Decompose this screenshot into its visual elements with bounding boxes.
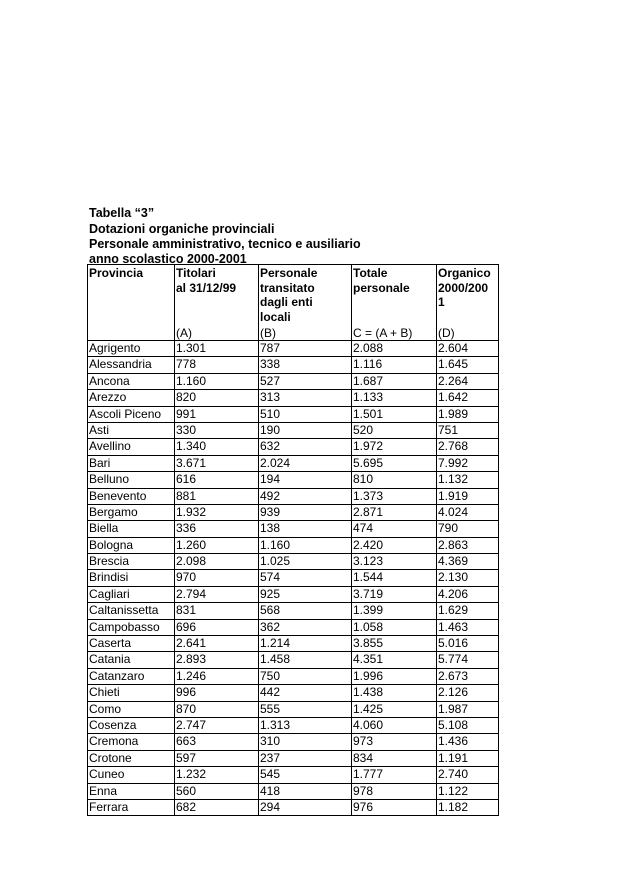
cell-totale-personale: 2.088 bbox=[352, 341, 437, 357]
col-header-organico bbox=[437, 265, 499, 341]
cell-titolari: 597 bbox=[175, 750, 259, 766]
table-row bbox=[88, 586, 499, 602]
cell-organico: 2.863 bbox=[437, 537, 499, 553]
header-title: Organico 2000/200 1 bbox=[438, 266, 491, 309]
cell-totale-personale: 1.777 bbox=[352, 767, 437, 783]
cell-personale-transitato: 510 bbox=[259, 406, 352, 422]
cell-organico: 1.645 bbox=[437, 357, 499, 373]
cell-totale-personale: 1.687 bbox=[352, 373, 437, 389]
cell-totale-personale: 1.133 bbox=[352, 390, 437, 406]
cell-personale-transitato: 294 bbox=[259, 799, 352, 815]
header-column-code: C = (A + B) bbox=[353, 326, 413, 340]
col-header-totale-personale bbox=[352, 265, 437, 341]
cell-provincia: Caserta bbox=[88, 636, 175, 652]
cell-personale-transitato: 1.313 bbox=[259, 717, 352, 733]
cell-totale-personale: 1.373 bbox=[352, 488, 437, 504]
table-row bbox=[88, 521, 499, 537]
table-row bbox=[88, 799, 499, 815]
cell-titolari: 870 bbox=[175, 701, 259, 717]
cell-totale-personale: 973 bbox=[352, 734, 437, 750]
cell-organico: 1.182 bbox=[437, 799, 499, 815]
cell-personale-transitato: 555 bbox=[259, 701, 352, 717]
cell-titolari: 831 bbox=[175, 603, 259, 619]
cell-provincia: Catanzaro bbox=[88, 668, 175, 684]
cell-personale-transitato: 138 bbox=[259, 521, 352, 537]
staffing-table bbox=[87, 264, 499, 816]
table-row bbox=[88, 390, 499, 406]
cell-provincia: Cosenza bbox=[88, 717, 175, 733]
cell-organico: 5.774 bbox=[437, 652, 499, 668]
table-row bbox=[88, 636, 499, 652]
cell-provincia: Cuneo bbox=[88, 767, 175, 783]
cell-personale-transitato: 925 bbox=[259, 586, 352, 602]
cell-titolari: 1.301 bbox=[175, 341, 259, 357]
cell-titolari: 2.893 bbox=[175, 652, 259, 668]
cell-provincia: Brescia bbox=[88, 554, 175, 570]
cell-totale-personale: 5.695 bbox=[352, 455, 437, 471]
table-row bbox=[88, 472, 499, 488]
cell-organico: 4.024 bbox=[437, 504, 499, 520]
cell-totale-personale: 2.871 bbox=[352, 504, 437, 520]
cell-provincia: Caltanissetta bbox=[88, 603, 175, 619]
cell-provincia: Bologna bbox=[88, 537, 175, 553]
table-row bbox=[88, 537, 499, 553]
table-row bbox=[88, 422, 499, 438]
cell-provincia: Cagliari bbox=[88, 586, 175, 602]
cell-titolari: 778 bbox=[175, 357, 259, 373]
cell-totale-personale: 3.855 bbox=[352, 636, 437, 652]
cell-personale-transitato: 750 bbox=[259, 668, 352, 684]
cell-organico: 5.016 bbox=[437, 636, 499, 652]
table-school-year: anno scolastico 2000-2001 bbox=[89, 251, 247, 266]
cell-totale-personale: 976 bbox=[352, 799, 437, 815]
cell-organico: 1.132 bbox=[437, 472, 499, 488]
cell-provincia: Chieti bbox=[88, 685, 175, 701]
cell-provincia: Belluno bbox=[88, 472, 175, 488]
cell-totale-personale: 1.501 bbox=[352, 406, 437, 422]
cell-titolari: 1.932 bbox=[175, 504, 259, 520]
cell-totale-personale: 1.399 bbox=[352, 603, 437, 619]
cell-personale-transitato: 418 bbox=[259, 783, 352, 799]
table-row bbox=[88, 488, 499, 504]
header-title: Titolari al 31/12/99 bbox=[176, 266, 237, 295]
table-body bbox=[88, 341, 499, 816]
cell-personale-transitato: 310 bbox=[259, 734, 352, 750]
cell-totale-personale: 4.351 bbox=[352, 652, 437, 668]
cell-provincia: Agrigento bbox=[88, 341, 175, 357]
cell-organico: 1.989 bbox=[437, 406, 499, 422]
cell-totale-personale: 1.544 bbox=[352, 570, 437, 586]
cell-totale-personale: 520 bbox=[352, 422, 437, 438]
cell-personale-transitato: 545 bbox=[259, 767, 352, 783]
cell-provincia: Alessandria bbox=[88, 357, 175, 373]
cell-titolari: 820 bbox=[175, 390, 259, 406]
table-title: Dotazioni organiche provinciali bbox=[89, 221, 275, 236]
table-row bbox=[88, 734, 499, 750]
cell-organico: 1.436 bbox=[437, 734, 499, 750]
cell-personale-transitato: 237 bbox=[259, 750, 352, 766]
header-column-code: (B) bbox=[260, 326, 276, 340]
table-row bbox=[88, 685, 499, 701]
cell-personale-transitato: 1.214 bbox=[259, 636, 352, 652]
cell-personale-transitato: 2.024 bbox=[259, 455, 352, 471]
cell-titolari: 1.340 bbox=[175, 439, 259, 455]
cell-provincia: Catania bbox=[88, 652, 175, 668]
cell-provincia: Avellino bbox=[88, 439, 175, 455]
table-label: Tabella “3” bbox=[89, 206, 155, 220]
cell-provincia: Enna bbox=[88, 783, 175, 799]
cell-provincia: Asti bbox=[88, 422, 175, 438]
cell-organico: 751 bbox=[437, 422, 499, 438]
col-header-personale-transitato bbox=[259, 265, 352, 341]
table-row bbox=[88, 439, 499, 455]
cell-organico: 2.673 bbox=[437, 668, 499, 684]
cell-personale-transitato: 362 bbox=[259, 619, 352, 635]
cell-provincia: Como bbox=[88, 701, 175, 717]
cell-provincia: Arezzo bbox=[88, 390, 175, 406]
cell-titolari: 2.641 bbox=[175, 636, 259, 652]
cell-titolari: 881 bbox=[175, 488, 259, 504]
table-row bbox=[88, 341, 499, 357]
cell-personale-transitato: 574 bbox=[259, 570, 352, 586]
cell-totale-personale: 3.123 bbox=[352, 554, 437, 570]
cell-organico: 2.264 bbox=[437, 373, 499, 389]
cell-organico: 2.126 bbox=[437, 685, 499, 701]
cell-organico: 4.206 bbox=[437, 586, 499, 602]
cell-titolari: 682 bbox=[175, 799, 259, 815]
cell-personale-transitato: 313 bbox=[259, 390, 352, 406]
table-row bbox=[88, 652, 499, 668]
header-column-code: (A) bbox=[176, 326, 192, 340]
cell-titolari: 991 bbox=[175, 406, 259, 422]
header-title: Personale transitato dagli enti locali bbox=[260, 266, 318, 324]
cell-personale-transitato: 939 bbox=[259, 504, 352, 520]
cell-provincia: Cremona bbox=[88, 734, 175, 750]
cell-provincia: Ascoli Piceno bbox=[88, 406, 175, 422]
cell-organico: 2.604 bbox=[437, 341, 499, 357]
cell-organico: 2.740 bbox=[437, 767, 499, 783]
table-row bbox=[88, 504, 499, 520]
cell-provincia: Bari bbox=[88, 455, 175, 471]
cell-organico: 1.919 bbox=[437, 488, 499, 504]
cell-organico: 1.122 bbox=[437, 783, 499, 799]
col-header-titolari bbox=[175, 265, 259, 341]
table-row bbox=[88, 717, 499, 733]
col-header-provincia bbox=[88, 265, 175, 341]
cell-provincia: Benevento bbox=[88, 488, 175, 504]
header-column-code: (D) bbox=[438, 326, 455, 340]
table-row bbox=[88, 767, 499, 783]
cell-personale-transitato: 194 bbox=[259, 472, 352, 488]
cell-provincia: Campobasso bbox=[88, 619, 175, 635]
cell-provincia: Brindisi bbox=[88, 570, 175, 586]
table-row bbox=[88, 750, 499, 766]
cell-titolari: 616 bbox=[175, 472, 259, 488]
cell-personale-transitato: 568 bbox=[259, 603, 352, 619]
cell-provincia: Biella bbox=[88, 521, 175, 537]
cell-titolari: 560 bbox=[175, 783, 259, 799]
table-subtitle: Personale amministrativo, tecnico e ausiliario bbox=[89, 237, 361, 251]
cell-provincia: Crotone bbox=[88, 750, 175, 766]
cell-titolari: 1.160 bbox=[175, 373, 259, 389]
cell-totale-personale: 1.438 bbox=[352, 685, 437, 701]
cell-organico: 1.987 bbox=[437, 701, 499, 717]
table-row bbox=[88, 554, 499, 570]
cell-titolari: 1.246 bbox=[175, 668, 259, 684]
cell-titolari: 663 bbox=[175, 734, 259, 750]
cell-titolari: 696 bbox=[175, 619, 259, 635]
cell-personale-transitato: 787 bbox=[259, 341, 352, 357]
table-row bbox=[88, 783, 499, 799]
cell-personale-transitato: 527 bbox=[259, 373, 352, 389]
cell-totale-personale: 474 bbox=[352, 521, 437, 537]
cell-organico: 5.108 bbox=[437, 717, 499, 733]
cell-titolari: 336 bbox=[175, 521, 259, 537]
cell-personale-transitato: 1.025 bbox=[259, 554, 352, 570]
cell-personale-transitato: 492 bbox=[259, 488, 352, 504]
cell-personale-transitato: 1.160 bbox=[259, 537, 352, 553]
cell-totale-personale: 834 bbox=[352, 750, 437, 766]
cell-personale-transitato: 1.458 bbox=[259, 652, 352, 668]
table-row bbox=[88, 619, 499, 635]
cell-totale-personale: 1.058 bbox=[352, 619, 437, 635]
cell-totale-personale: 978 bbox=[352, 783, 437, 799]
cell-personale-transitato: 632 bbox=[259, 439, 352, 455]
cell-totale-personale: 1.996 bbox=[352, 668, 437, 684]
cell-organico: 790 bbox=[437, 521, 499, 537]
cell-organico: 1.191 bbox=[437, 750, 499, 766]
cell-totale-personale: 4.060 bbox=[352, 717, 437, 733]
cell-organico: 2.768 bbox=[437, 439, 499, 455]
table-row bbox=[88, 455, 499, 471]
header-title: Totale personale bbox=[353, 266, 410, 295]
cell-provincia: Bergamo bbox=[88, 504, 175, 520]
cell-provincia: Ancona bbox=[88, 373, 175, 389]
cell-organico: 4.369 bbox=[437, 554, 499, 570]
table-row bbox=[88, 406, 499, 422]
cell-titolari: 3.671 bbox=[175, 455, 259, 471]
cell-totale-personale: 3.719 bbox=[352, 586, 437, 602]
cell-totale-personale: 810 bbox=[352, 472, 437, 488]
table-caption bbox=[89, 206, 509, 265]
table-row bbox=[88, 668, 499, 684]
cell-organico: 7.992 bbox=[437, 455, 499, 471]
cell-titolari: 2.794 bbox=[175, 586, 259, 602]
cell-personale-transitato: 442 bbox=[259, 685, 352, 701]
table-row bbox=[88, 357, 499, 373]
cell-totale-personale: 2.420 bbox=[352, 537, 437, 553]
cell-titolari: 1.260 bbox=[175, 537, 259, 553]
cell-totale-personale: 1.425 bbox=[352, 701, 437, 717]
cell-totale-personale: 1.116 bbox=[352, 357, 437, 373]
header-title: Provincia bbox=[89, 266, 144, 280]
cell-titolari: 2.098 bbox=[175, 554, 259, 570]
cell-totale-personale: 1.972 bbox=[352, 439, 437, 455]
cell-personale-transitato: 338 bbox=[259, 357, 352, 373]
table-row bbox=[88, 373, 499, 389]
cell-organico: 1.642 bbox=[437, 390, 499, 406]
table-row bbox=[88, 701, 499, 717]
cell-organico: 2.130 bbox=[437, 570, 499, 586]
cell-titolari: 2.747 bbox=[175, 717, 259, 733]
table-row bbox=[88, 603, 499, 619]
cell-titolari: 1.232 bbox=[175, 767, 259, 783]
cell-titolari: 970 bbox=[175, 570, 259, 586]
header-row bbox=[88, 265, 499, 341]
cell-provincia: Ferrara bbox=[88, 799, 175, 815]
cell-organico: 1.629 bbox=[437, 603, 499, 619]
cell-personale-transitato: 190 bbox=[259, 422, 352, 438]
cell-titolari: 330 bbox=[175, 422, 259, 438]
table-row bbox=[88, 570, 499, 586]
cell-organico: 1.463 bbox=[437, 619, 499, 635]
cell-titolari: 996 bbox=[175, 685, 259, 701]
